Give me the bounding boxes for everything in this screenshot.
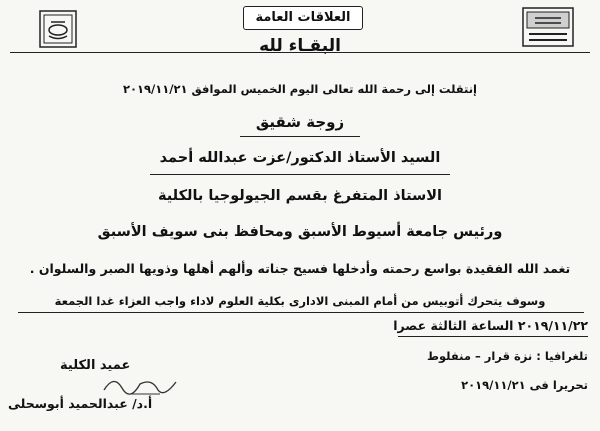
telegrams-line: تلغرافيا : نزة قرار – منفلوط xyxy=(427,349,588,363)
notice-title: البقـاء لله xyxy=(259,36,341,56)
bus-underline xyxy=(18,312,584,313)
dean-title: عميد الكلية xyxy=(60,358,131,373)
death-announcement: إنتقلت إلى رحمة الله تعالى اليوم الخميس الموافق ٢٠١٩/١١/٢١ xyxy=(122,82,477,96)
written-date: تحريرا فى ٢٠١٩/١١/٢١ xyxy=(461,378,588,392)
person-underline xyxy=(150,174,450,175)
prayer-text: تغمد الله الفقيدة بواسع رحمته وأدخلها فسيح جناته وألهم أهلها وذويها الصبر والسلوان . xyxy=(29,261,571,276)
bus-announcement: وسوف يتحرك أتوبيس من أمام المبنى الادارى بكلية العلوم لاداء واجب العزاء غدا الجمعة xyxy=(54,294,546,308)
relation-heading: زوجة شقيق xyxy=(255,113,345,131)
time-underline xyxy=(398,336,588,337)
position-line-1: الاستاذ المتفرغ بقسم الجيولوجيا بالكلية xyxy=(157,188,443,204)
position-line-2: ورئيس جامعة أسيوط الأسبق ومحافظ بنى سويف الأسبق xyxy=(97,224,503,240)
department-badge: العلاقات العامة xyxy=(243,6,363,30)
relation-underline xyxy=(240,136,360,137)
person-name: السيد الأستاذ الدكتور/عزت عبدالله أحمد xyxy=(159,150,441,166)
dean-name: أ.د/ عبدالحميد أبوسحلى xyxy=(8,396,153,411)
departure-time: ٢٠١٩/١١/٢٢ الساعة الثالثة عصرا xyxy=(393,318,588,333)
